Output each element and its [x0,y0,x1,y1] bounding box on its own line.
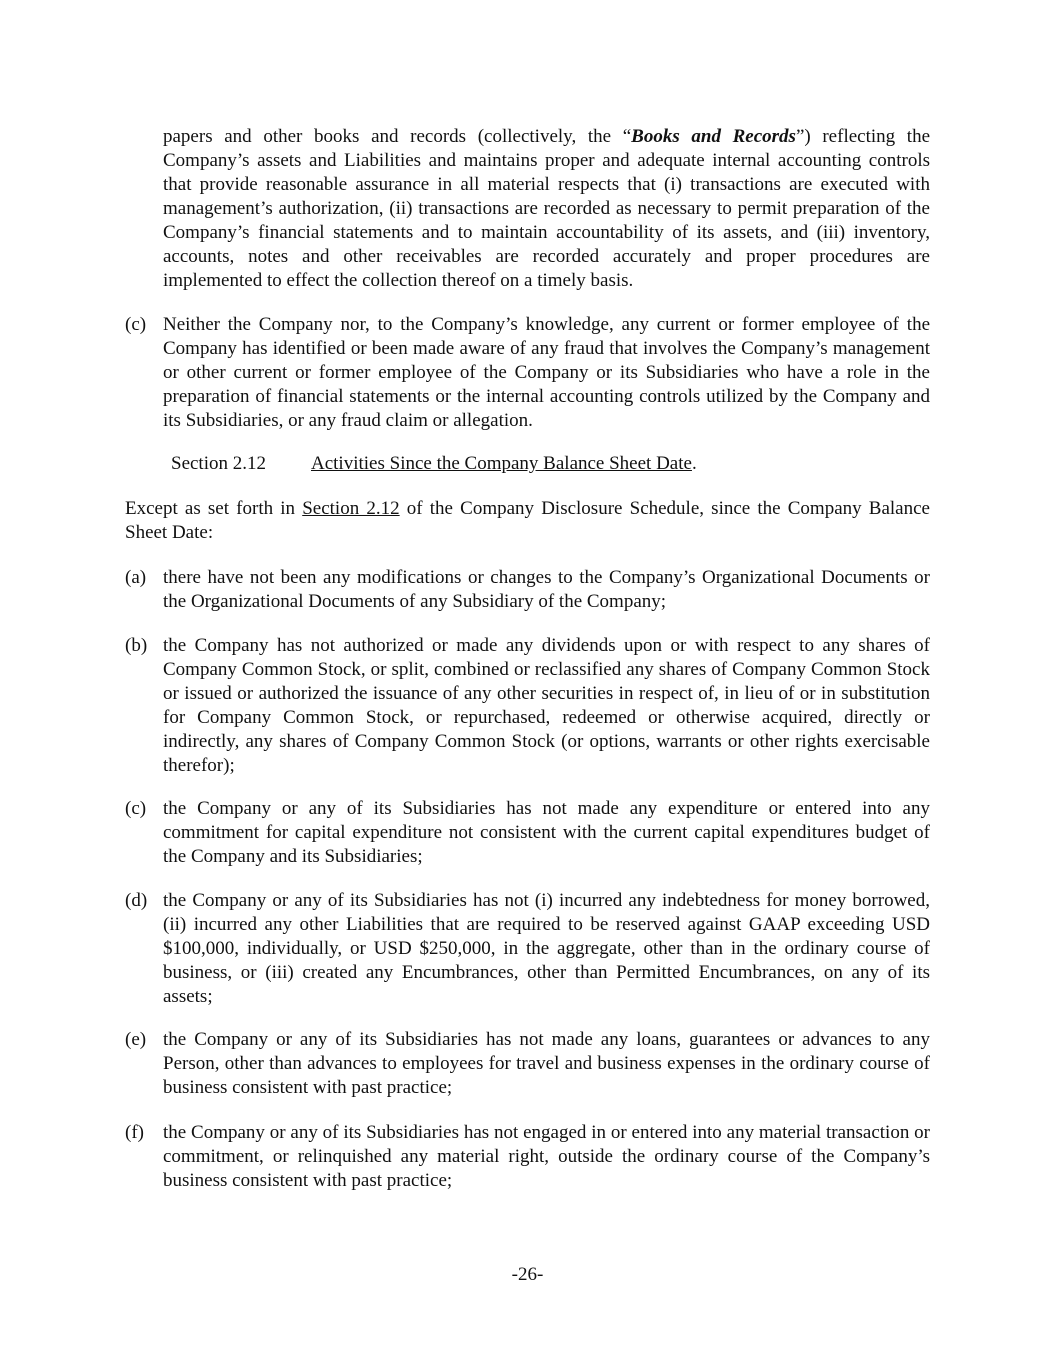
clause-text: Neither the Company nor, to the Company’s knowledge, any current or former employee of the Company has identified or been made aware of any fraud that involves the Company’s management or other current or former employee of the Company or its Subsidiaries who have a role in the preparation of financial statements or the internal accounting controls utilized by the Company and its Subsidiaries, or any fraud claim or allegation. [163,314,930,431]
section-heading [171,452,697,476]
list-item [125,797,930,869]
item-text: the Company or any of its Subsidiaries has not made any loans, guarantees or advances to any Person, other than advances to employees for travel and business expenses in the ordinary course of business consistent with past practice; [163,1029,930,1098]
list-item [125,889,930,1009]
text-segment: of the Company Disclosure Schedule, since the Company Balance Sheet Date: [125,498,930,543]
item-label: (a) [125,567,147,588]
item-text: the Company or any of its Subsidiaries has not made any expenditure or entered into any commitment for capital expenditure not consistent with the current capital expenditures budget of the Company and its Subsidiaries; [163,798,930,867]
item-text: there have not been any modifications or changes to the Company’s Organizational Documents or the Organizational Documents of any Subsidiary of the Company; [163,567,930,612]
item-label: (c) [125,798,147,819]
clause-c-fraud [125,313,930,433]
list-item [125,634,930,778]
item-label: (e) [125,1029,147,1050]
intro-paragraph [125,497,930,545]
list-item [125,1121,930,1193]
item-label: (b) [125,635,148,656]
section-number: Section 2.12 [171,453,266,474]
text-segment: ”) reflecting the Company’s assets and Liabilities and maintains proper and adequate internal accounting controls that provide reasonable assurance in all material respects that (i) transactions are executed with management’s authorization, (ii) transactions are recorded as necessary to permit preparation of the Company’s financial statements and to maintain accountability of its assets, and (iii) inventory, accounts, notes and other receivables are recorded accurately and proper procedures are implemented to effect the collection thereof on a timely basis. [163,126,931,291]
section-reference: Section 2.12 [302,498,400,519]
item-text: the Company has not authorized or made any dividends upon or with respect to any shares of Company Common Stock, or split, combined or reclassified any shares of Company Common Stock or issued or authorized the issuance of any other securities in respect of, in lieu of or in substitution for Company Common Stock, or repurchased, redeemed or otherwise acquired, directly or indirectly, any shares of Company Common Stock (or options, warrants or other rights exercisable therefor); [163,635,930,776]
clause-label: (c) [125,314,147,335]
item-text: the Company or any of its Subsidiaries has not (i) incurred any indebtedness for money borrowed, (ii) incurred any other Liabilities that are required to be reserved against GAAP exceeding USD $100,000, individually, or USD $250,000, in the aggregate, other than in the ordinary course of business, or (iii) created any Encumbrances, other than Permitted Encumbrances, on any of its assets; [163,890,930,1007]
text-segment: papers and other books and records (collectively, the “ [163,126,632,147]
item-label: (d) [125,890,148,911]
list-item [125,566,930,614]
item-text: the Company or any of its Subsidiaries has not engaged in or entered into any material transaction or commitment, or relinquished any material right, outside the ordinary course of the Company’s business consistent with past practice; [163,1122,930,1191]
continued-paragraph [163,125,930,293]
page-number: -26- [511,1264,544,1285]
item-label: (f) [125,1122,144,1143]
list-item [125,1028,930,1100]
section-title-period: . [691,453,697,474]
section-title: Activities Since the Company Balance Sheet Date [311,453,692,474]
text-segment: Except as set forth in [125,498,303,519]
defined-term: Books and Records [631,126,796,147]
